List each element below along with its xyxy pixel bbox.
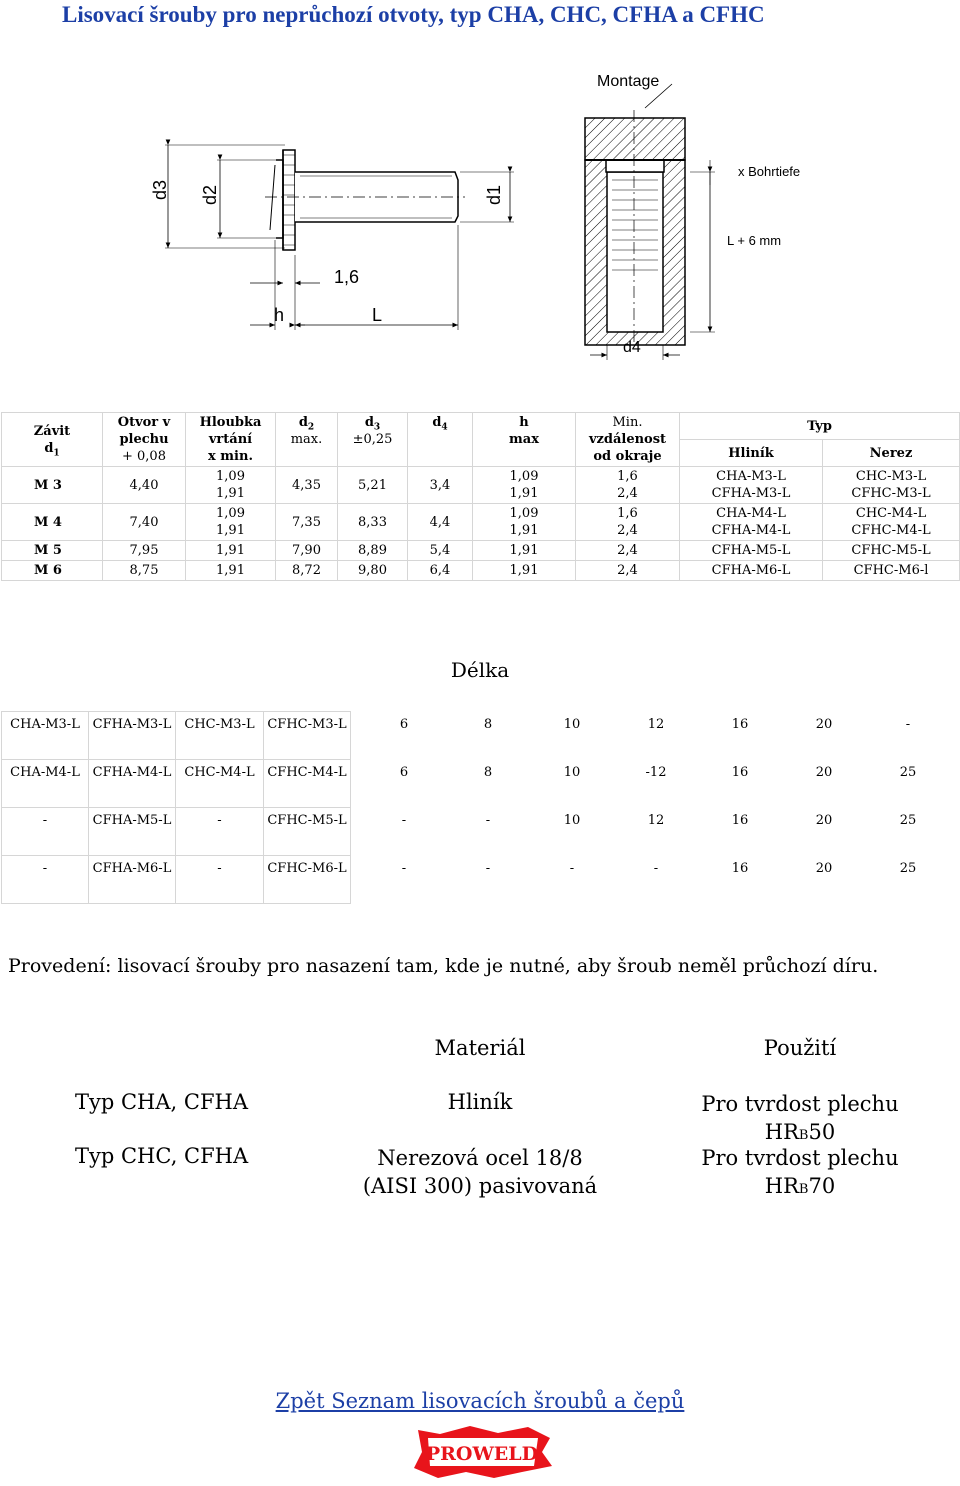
hdr-nerez: Nerez	[823, 440, 960, 467]
cell-cfhc: CFHC-M3-L	[264, 712, 351, 760]
cell-d3: 5,21	[338, 467, 408, 504]
hdr-hole: Otvor v plechu + 0,08	[103, 413, 186, 467]
montage-section	[585, 84, 715, 360]
cell-steel: CFHC-M5-L	[823, 541, 960, 561]
cell-d3: 9,80	[338, 561, 408, 581]
use-col-header: Použití	[763, 1036, 837, 1060]
length-value: 6	[399, 764, 409, 780]
hdr-thread: Závit $d_1$	[2, 413, 103, 467]
cell-h: 1,09 1,91	[473, 504, 576, 541]
cell-thread: M 6	[2, 561, 103, 581]
cell-hole: 8,75	[103, 561, 186, 581]
length-value: 10	[563, 812, 581, 828]
cell-h: 1,91	[473, 561, 576, 581]
cell-alu: CHA-M4-L CFHA-M4-L	[680, 504, 823, 541]
length-value: -	[485, 860, 491, 876]
spec-row	[2, 561, 960, 581]
spec-table	[1, 412, 960, 581]
cell-cfhc: CFHC-M6-L	[264, 856, 351, 904]
cell-d2: 7,35	[276, 504, 338, 541]
cell-edge: 2,4	[576, 541, 680, 561]
type-row2: Typ CHC, CFHA	[75, 1144, 249, 1168]
cell-chc: -	[176, 856, 264, 904]
hdr-d3: $d_3$ ±0,25	[338, 413, 408, 467]
length-value: 20	[815, 860, 833, 876]
length-value: 16	[731, 764, 749, 780]
spec-row	[2, 541, 960, 561]
cell-lengths	[351, 808, 960, 856]
hdr-edge: Min. vzdálenost od okraje	[576, 413, 680, 467]
length-value: -12	[645, 764, 667, 780]
cell-d3: 8,33	[338, 504, 408, 541]
use-row2: Pro tvrdost plechu HRB70	[701, 1146, 899, 1198]
cell-alu: CFHA-M5-L	[680, 541, 823, 561]
cell-thread: M 5	[2, 541, 103, 561]
length-table	[1, 711, 960, 904]
h-label: h	[274, 305, 285, 325]
hdr-d4: $d_4$	[408, 413, 473, 467]
length-value: 25	[899, 812, 917, 828]
hdr-hlinik: Hliník	[680, 440, 823, 467]
d4-label: d4	[623, 339, 641, 356]
back-link[interactable]: Zpět Seznam lisovacích šroubů a čepů	[275, 1389, 685, 1413]
cell-edge: 2,4	[576, 561, 680, 581]
length-row	[2, 760, 960, 808]
hdr-h: h max	[473, 413, 576, 467]
length-value: -	[653, 860, 659, 876]
cell-depth: 1,09 1,91	[186, 504, 276, 541]
material-row2: Nerezová ocel 18/8 (AISI 300) pasivovaná	[362, 1146, 598, 1198]
cell-hole: 7,95	[103, 541, 186, 561]
cell-cfhc: CFHC-M5-L	[264, 808, 351, 856]
cell-depth: 1,91	[186, 561, 276, 581]
length-heading: Délka	[450, 658, 510, 682]
description: Provedení: lisovací šrouby pro nasazení tam, kde je nutné, aby šroub neměl průchozí díru.	[8, 955, 879, 977]
cell-d4: 4,4	[408, 504, 473, 541]
length-value: -	[401, 812, 407, 828]
cell-depth: 1,91	[186, 541, 276, 561]
montage-label: Montage	[597, 73, 660, 90]
cell-cha: -	[2, 808, 89, 856]
length-value: -	[569, 860, 575, 876]
type-row1: Typ CHA, CFHA	[75, 1090, 249, 1114]
cell-steel: CHC-M4-L CFHC-M4-L	[823, 504, 960, 541]
cell-alu: CFHA-M6-L	[680, 561, 823, 581]
cell-d4: 3,4	[408, 467, 473, 504]
length-value: 8	[483, 764, 493, 780]
spec-row	[2, 467, 960, 504]
cell-edge: 1,6 2,4	[576, 504, 680, 541]
logo-text: PROWELD	[425, 1443, 539, 1465]
length-value: -	[401, 860, 407, 876]
d1-label: d1	[484, 184, 504, 205]
cell-d4: 6,4	[408, 561, 473, 581]
length-row	[2, 856, 960, 904]
dim-16-label: 1,6	[334, 267, 360, 287]
bohrtiefe-label: x Bohrtiefe	[738, 164, 801, 179]
cell-edge: 1,6 2,4	[576, 467, 680, 504]
length-value: 8	[483, 716, 493, 732]
page-title: Lisovací šrouby pro neprůchozí otvoty, typ CHA, CHC, CFHA a CFHC	[62, 2, 765, 27]
length-row	[2, 808, 960, 856]
material-col-header: Materiál	[434, 1036, 526, 1060]
length-value: 20	[815, 716, 833, 732]
length-value: 12	[647, 716, 665, 732]
cell-cfha: CFHA-M6-L	[89, 856, 176, 904]
hdr-d2: $d_2$ max.	[276, 413, 338, 467]
cell-cha: CHA-M3-L	[2, 712, 89, 760]
cell-cha: -	[2, 856, 89, 904]
cell-hole: 7,40	[103, 504, 186, 541]
length-value: 16	[731, 812, 749, 828]
screw-drawing	[130, 62, 810, 362]
length-value: 10	[563, 764, 581, 780]
cell-cfhc: CFHC-M4-L	[264, 760, 351, 808]
cell-cfha: CFHA-M5-L	[89, 808, 176, 856]
screw-side-view	[165, 145, 514, 330]
length-value: 16	[731, 716, 749, 732]
cell-d4: 5,4	[408, 541, 473, 561]
L-label: L	[372, 305, 383, 325]
spec-row	[2, 504, 960, 541]
length-value: 25	[899, 860, 917, 876]
length-value: 25	[899, 764, 917, 780]
length-row	[2, 712, 960, 760]
cell-thread: M 3	[2, 467, 103, 504]
length-value: 16	[731, 860, 749, 876]
material-row1: Hliník	[447, 1090, 513, 1114]
length-value: -	[485, 812, 491, 828]
cell-cfha: CFHA-M4-L	[89, 760, 176, 808]
cell-depth: 1,09 1,91	[186, 467, 276, 504]
use-row1: Pro tvrdost plechu HRB50	[701, 1092, 899, 1144]
depth-label: L + 6 mm	[727, 233, 782, 248]
cell-h: 1,91	[473, 541, 576, 561]
cell-d3: 8,89	[338, 541, 408, 561]
cell-chc: CHC-M3-L	[176, 712, 264, 760]
cell-thread: M 4	[2, 504, 103, 541]
cell-chc: CHC-M4-L	[176, 760, 264, 808]
length-value: 6	[399, 716, 409, 732]
cell-lengths	[351, 856, 960, 904]
proweld-logo	[410, 1424, 555, 1480]
length-value: 12	[647, 812, 665, 828]
spec-header-row	[2, 413, 960, 440]
cell-h: 1,09 1,91	[473, 467, 576, 504]
cell-alu: CHA-M3-L CFHA-M3-L	[680, 467, 823, 504]
cell-chc: -	[176, 808, 264, 856]
length-value: 20	[815, 764, 833, 780]
cell-d2: 7,90	[276, 541, 338, 561]
length-value: 20	[815, 812, 833, 828]
cell-d2: 8,72	[276, 561, 338, 581]
length-value: 10	[563, 716, 581, 732]
length-value: -	[905, 716, 911, 732]
cell-lengths	[351, 712, 960, 760]
cell-hole: 4,40	[103, 467, 186, 504]
cell-lengths	[351, 760, 960, 808]
cell-steel: CFHC-M6-l	[823, 561, 960, 581]
d3-label: d3	[150, 179, 170, 200]
hdr-depth: Hloubka vrtání x min.	[186, 413, 276, 467]
cell-cha: CHA-M4-L	[2, 760, 89, 808]
cell-steel: CHC-M3-L CFHC-M3-L	[823, 467, 960, 504]
cell-cfha: CFHA-M3-L	[89, 712, 176, 760]
d2-label: d2	[200, 184, 220, 205]
cell-d2: 4,35	[276, 467, 338, 504]
hdr-typ: Typ	[680, 413, 960, 440]
